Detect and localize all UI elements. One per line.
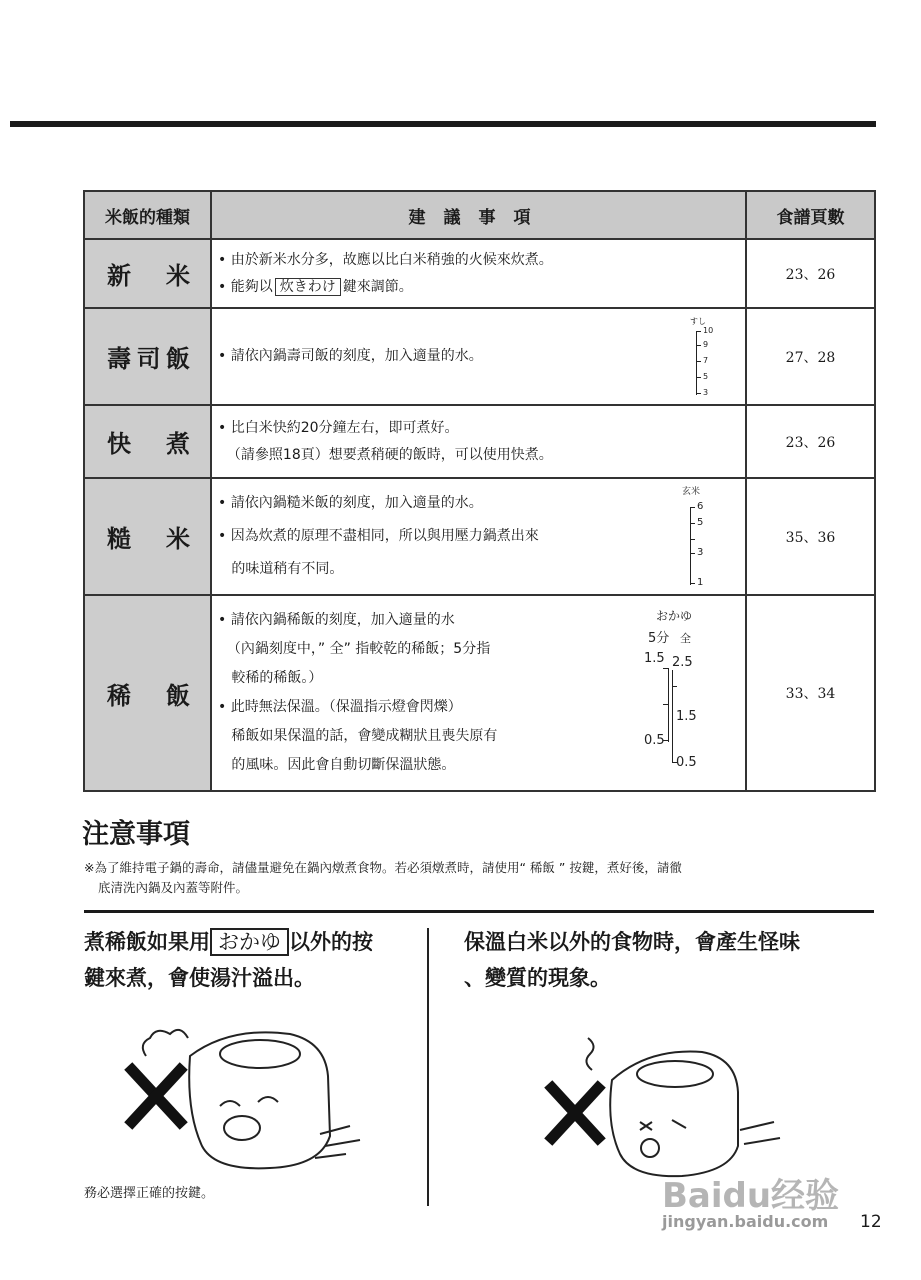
advice-line: 的味道稍有不同。 xyxy=(231,561,344,577)
scale-mark: 6 xyxy=(697,501,704,512)
porridge-key: おかゆ xyxy=(210,928,289,956)
rice-type-cell: 快煮 xyxy=(84,405,211,478)
recipe-pages-cell: 33、34 xyxy=(746,595,875,791)
advice-line: （請參照18頁）想要煮稍硬的飯時，可以使用快煮。 xyxy=(226,446,553,463)
scale-title: 玄米 xyxy=(682,487,701,497)
advice-line: • 由於新米水分多，故應以比白米稍強的火候來炊煮。 xyxy=(218,251,553,268)
header-advice: 建議事項 xyxy=(211,191,746,239)
header-rice-type: 米飯的種類 xyxy=(84,191,211,239)
advice-line: 稀飯如果保溫的話，會變成糊狀且喪失原有 xyxy=(231,728,498,744)
header-recipe-pages: 食譜頁數 xyxy=(746,191,875,239)
prohibited-x-icon xyxy=(132,1070,180,1122)
advice-line: （內鍋刻度中，” 全” 指較乾的稀飯；5分指 xyxy=(226,641,491,657)
prohibited-x-icon xyxy=(552,1088,598,1138)
recipe-pages-cell: 27、28 xyxy=(746,308,875,405)
table-row xyxy=(84,595,875,791)
scale-mark: 9 xyxy=(703,340,709,349)
advice-line: • 請依內鍋壽司飯的刻度，加入適量的水。 xyxy=(218,348,483,364)
notice-text xyxy=(84,858,874,898)
column-divider xyxy=(427,928,429,1206)
illustration-caption: 務必選擇正確的按鍵。 xyxy=(84,1186,215,1201)
scale-mark: 1.5 xyxy=(676,709,697,724)
page-number: 12 xyxy=(860,1212,882,1232)
table-row xyxy=(84,478,875,595)
scale-mark: 3 xyxy=(703,388,709,397)
rice-type-table xyxy=(83,190,876,792)
overflowing-pot-illustration xyxy=(120,1016,380,1176)
recipe-pages-cell: 23、26 xyxy=(746,405,875,478)
advice-line: • 比白米快約20分鐘左右，即可煮好。 xyxy=(218,419,459,436)
table-row xyxy=(84,239,875,308)
advice-line: • 請依內鍋稀飯的刻度，加入適量的水 xyxy=(218,612,455,628)
section-rule xyxy=(84,910,874,913)
baidu-watermark-site: jingyan.baidu.com xyxy=(662,1212,829,1231)
rice-type-cell: 稀飯 xyxy=(84,595,211,791)
scale-mark: 2.5 xyxy=(672,655,693,670)
scale-mark: 0.5 xyxy=(644,733,665,748)
baidu-watermark-logo: Baidu经验 xyxy=(662,1176,840,1216)
scale-mark: 1.5 xyxy=(644,651,665,666)
warning-porridge-key: 煮稀飯如果用 おかゆ 以外的按 鍵來煮，會使湯汁溢出。 xyxy=(84,930,373,990)
scale-mark: 1 xyxy=(697,577,704,588)
scale-title: すし xyxy=(690,317,706,326)
rice-type-cell: 壽司飯 xyxy=(84,308,211,405)
advice-line: 的風味。因此會自動切斷保溫狀態。 xyxy=(231,757,456,773)
advice-cell xyxy=(211,405,746,478)
notice-line: 底清洗內鍋及內蓋等附件。 xyxy=(98,880,249,895)
rice-type-cell: 新米 xyxy=(84,239,211,308)
scale-mark: 0.5 xyxy=(676,755,697,770)
advice-cell xyxy=(211,308,746,405)
advice-line: • 能夠以 炊きわけ 鍵來調節。 xyxy=(218,278,413,295)
advice-cell xyxy=(211,595,746,791)
scale-title: おかゆ xyxy=(656,609,693,623)
advice-cell xyxy=(211,239,746,308)
advice-line: 較稀的稀飯。） xyxy=(231,670,323,686)
brown-rice-water-scale xyxy=(682,487,732,589)
warning-keep-warm: 保溫白米以外的食物時，會產生怪味 、變質的現象。 xyxy=(464,930,800,990)
table-row xyxy=(84,405,875,478)
top-rule xyxy=(10,121,876,127)
recipe-pages-cell: 23、26 xyxy=(746,239,875,308)
scale-mark: 5 xyxy=(697,517,704,528)
sushi-water-scale xyxy=(690,317,730,399)
cook-mode-key: 炊きわけ xyxy=(275,278,341,296)
advice-line: • 因為炊煮的原理不盡相同，所以與用壓力鍋煮出來 xyxy=(218,528,539,544)
notice-line: ※為了維持電子鍋的壽命，請儘量避免在鍋內燉煮食物。若必須燉煮時，請使用“ 稀飯 ” 按鍵，煮好後，請徹 xyxy=(84,860,682,875)
scale-mark: 3 xyxy=(697,547,704,558)
porridge-water-scale xyxy=(644,610,734,780)
advice-cell xyxy=(211,478,746,595)
rice-type-cell: 糙米 xyxy=(84,478,211,595)
advice-line: • 此時無法保溫。（保溫指示燈會閃爍） xyxy=(218,699,462,715)
spoiled-food-pot-illustration xyxy=(540,1030,800,1180)
scale-mark: 10 xyxy=(703,326,714,335)
scale-column-label: 全 xyxy=(680,632,691,645)
recipe-pages-cell: 35、36 xyxy=(746,478,875,595)
scale-column-label: 5分 xyxy=(648,631,670,646)
table-row xyxy=(84,308,875,405)
table-header-row xyxy=(84,191,875,239)
advice-line: • 請依內鍋糙米飯的刻度，加入適量的水。 xyxy=(218,495,483,511)
scale-mark: 7 xyxy=(703,356,709,365)
notice-title: 注意事項 xyxy=(82,819,190,850)
scale-mark: 5 xyxy=(703,372,709,381)
